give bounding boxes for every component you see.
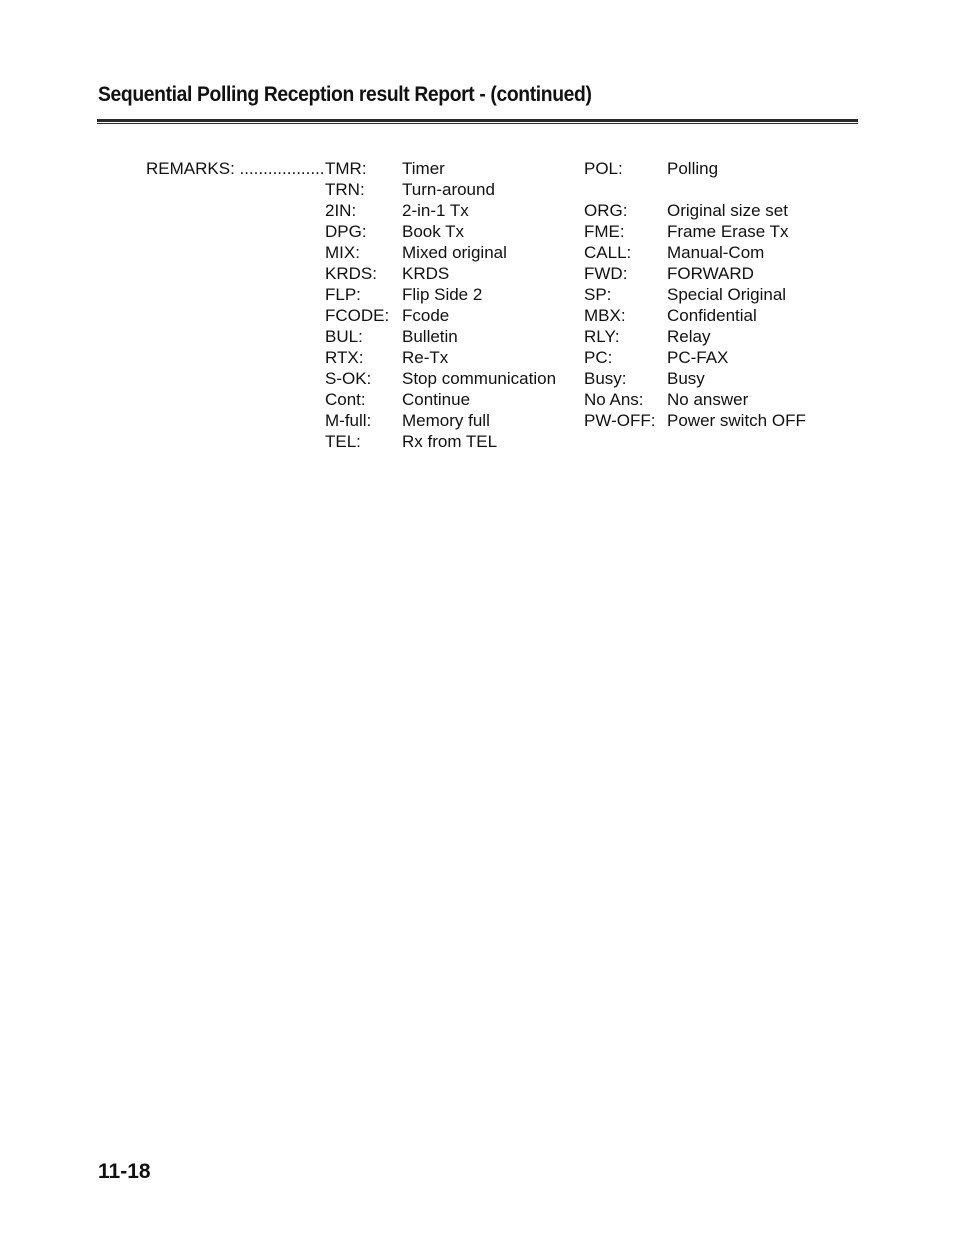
remark-code: MBX: <box>584 306 626 325</box>
remark-description: Bulletin <box>402 327 458 346</box>
remark-description: Re-Tx <box>402 348 449 367</box>
remark-code: FLP: <box>325 285 361 304</box>
remark-code: POL: <box>584 159 623 178</box>
remark-description: FORWARD <box>667 264 754 283</box>
remark-code: ORG: <box>584 201 628 220</box>
remark-description: Mixed original <box>402 243 507 262</box>
remark-description: PC-FAX <box>667 348 729 367</box>
remark-description: Memory full <box>402 411 490 430</box>
remark-description: KRDS <box>402 264 450 283</box>
remark-description: Frame Erase Tx <box>667 222 789 241</box>
remark-description: Manual-Com <box>667 243 765 262</box>
remark-description: Stop communication <box>402 369 557 388</box>
remark-code: S-OK: <box>325 369 372 388</box>
remark-code: Cont: <box>325 390 366 409</box>
remarks-label: REMARKS: .................. <box>146 159 325 178</box>
header-rule <box>97 119 858 122</box>
remark-code: KRDS: <box>325 264 377 283</box>
remark-code: RLY: <box>584 327 620 346</box>
remark-description: Flip Side 2 <box>402 285 483 304</box>
remark-description: Timer <box>402 159 445 178</box>
remark-code: FME: <box>584 222 625 241</box>
remark-code: M-full: <box>325 411 372 430</box>
remark-code: TEL: <box>325 432 361 451</box>
remark-code: TMR: <box>325 159 367 178</box>
remark-description: Busy <box>667 369 705 388</box>
remark-description: Power switch OFF <box>667 411 806 430</box>
remark-code: FWD: <box>584 264 628 283</box>
remark-code: PW-OFF: <box>584 411 656 430</box>
remark-description: Confidential <box>667 306 757 325</box>
remark-description: Turn-around <box>402 180 495 199</box>
remark-description: Continue <box>402 390 471 409</box>
remark-code: No Ans: <box>584 390 644 409</box>
header-rule-thin <box>97 123 858 124</box>
page-number: 11-18 <box>98 1160 151 1183</box>
remark-code: DPG: <box>325 222 367 241</box>
page-title: Sequential Polling Reception result Report - (continued) <box>98 83 592 106</box>
remark-code: BUL: <box>325 327 363 346</box>
remark-code: TRN: <box>325 180 365 199</box>
remark-description: No answer <box>667 390 749 409</box>
remark-code: CALL: <box>584 243 632 262</box>
remark-description: 2-in-1 Tx <box>402 201 469 220</box>
remark-description: Polling <box>667 159 719 178</box>
remark-description: Original size set <box>667 201 788 220</box>
remark-description: Fcode <box>402 306 450 325</box>
remark-code: 2IN: <box>325 201 357 220</box>
remark-description: Relay <box>667 327 711 346</box>
remark-code: FCODE: <box>325 306 390 325</box>
remark-code: PC: <box>584 348 613 367</box>
remark-description: Book Tx <box>402 222 465 241</box>
remark-code: RTX: <box>325 348 364 367</box>
remark-description: Special Original <box>667 285 787 304</box>
remark-description: Rx from TEL <box>402 432 498 451</box>
remark-code: MIX: <box>325 243 360 262</box>
remark-code: Busy: <box>584 369 627 388</box>
remark-code: SP: <box>584 285 612 304</box>
